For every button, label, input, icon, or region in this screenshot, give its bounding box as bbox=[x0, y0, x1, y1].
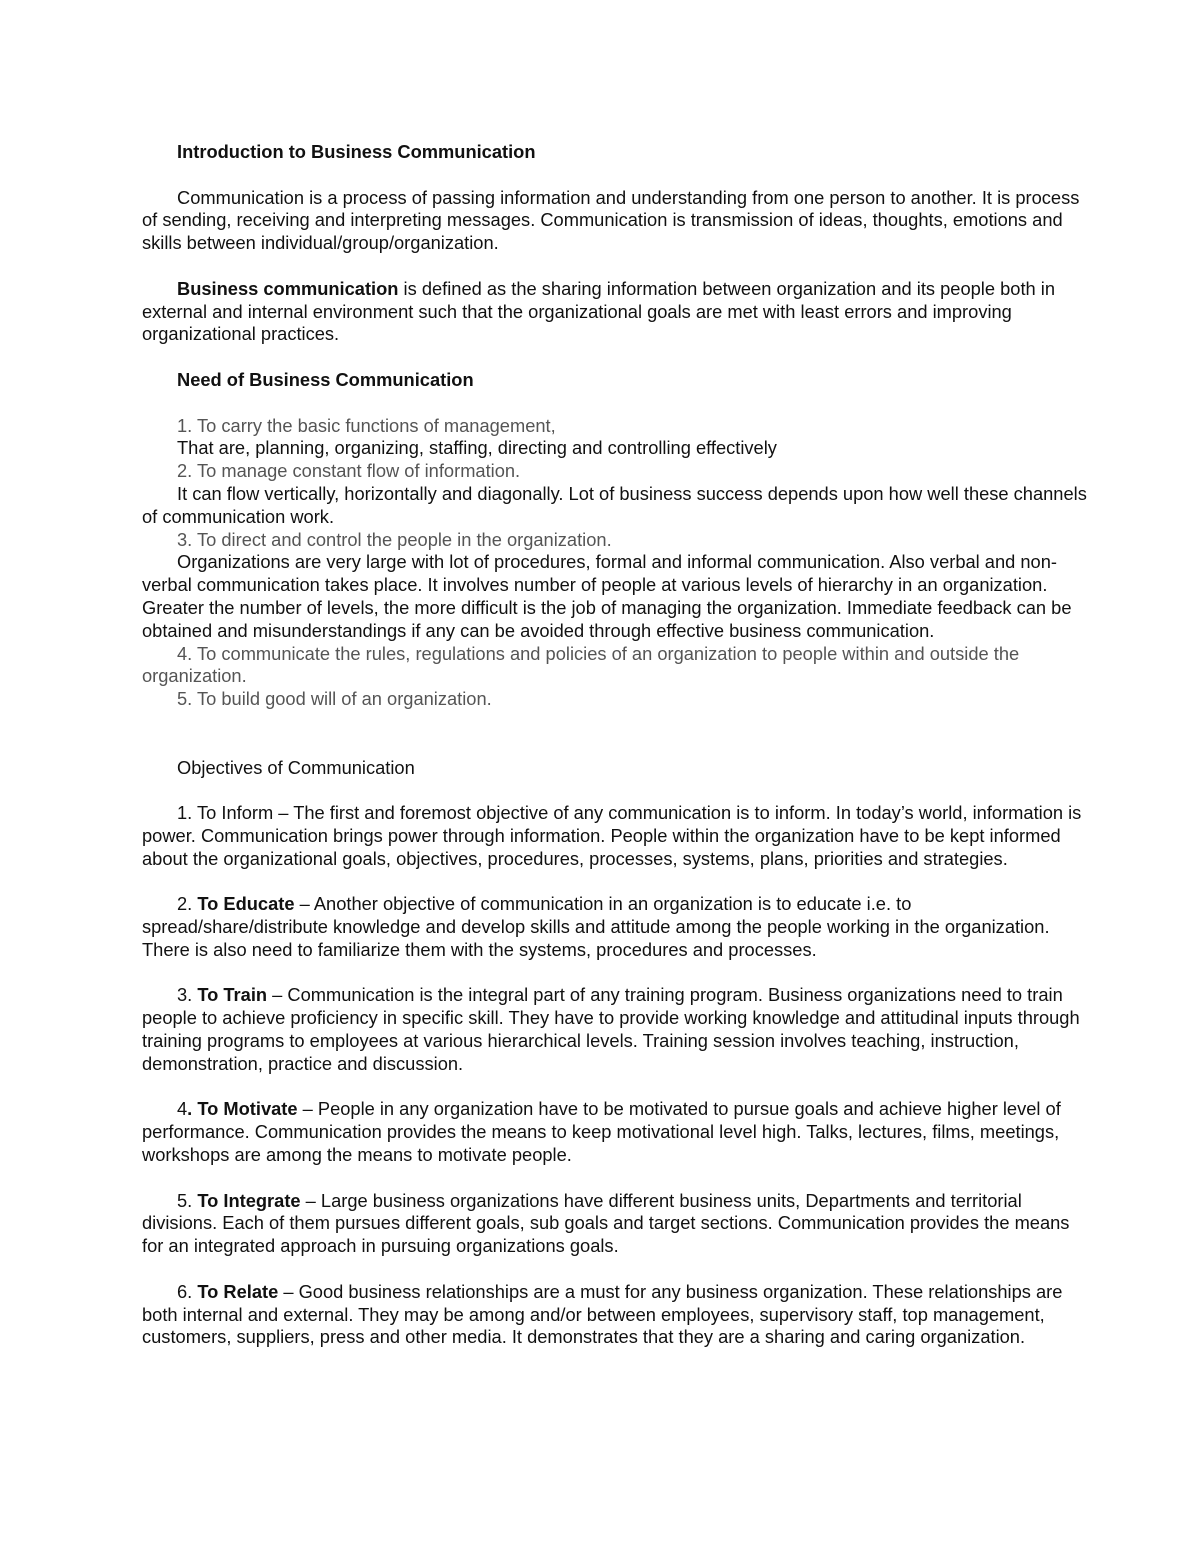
objective-label: To Inform bbox=[197, 802, 274, 824]
need-point-2: 2. To manage constant flow of information. bbox=[177, 460, 521, 482]
objective-item-1 bbox=[142, 802, 1087, 870]
objective-label: To Relate bbox=[197, 1280, 279, 1302]
objective-item-6 bbox=[142, 1281, 1087, 1349]
objective-number: 3. bbox=[177, 984, 198, 1006]
objective-text: – Good business relationships are a must for any business organization. These relationships are both internal and external. They may be among and/or between employees, supervisory staff, top management, customers, suppliers, press and other media. It demonstrates that they are a sharing and caring organization. bbox=[142, 1280, 1063, 1348]
objective-number: 6. bbox=[177, 1280, 198, 1302]
objective-label: . To Motivate bbox=[187, 1098, 298, 1120]
objective-item-2 bbox=[142, 893, 1087, 961]
need-point-1: 1. To carry the basic functions of management, bbox=[177, 414, 556, 436]
objective-item-5 bbox=[142, 1190, 1087, 1258]
objective-text: – Large business organizations have different business units, Departments and territorial divisions. Each of them pursues different goals, sub goals and target sections. Communication provides the means for an integrated approach in pursuing organizations goals. bbox=[142, 1189, 1070, 1257]
need-point-5: 5. To build good will of an organization. bbox=[177, 688, 492, 710]
need-detail-2: It can flow vertically, horizontally and diagonally. Lot of business success depends upon how well these channels of communication work. bbox=[142, 482, 1087, 527]
objective-text: – Communication is the integral part of any training program. Business organizations need to train people to achieve proficiency in specific skill. They have to provide working knowledge and attitudinal inputs through training programs to employees at various hierarchical levels. Training session involves teaching, instruction, demonstration, practice and discussion. bbox=[142, 984, 1080, 1074]
objective-text: – The first and foremost objective of any communication is to inform. In today’s world, information is power. Communication brings power through information. People within the organization have to be kept informed about the organizational goals, objectives, procedures, processes, systems, plans, priorities and strategies. bbox=[142, 802, 1082, 869]
objectives-heading: Objectives of Communication bbox=[177, 756, 415, 778]
objective-text: – People in any organization have to be motivated to pursue goals and achieve higher level of performance. Communication provides the means to keep motivational level high. Talks, lectures, films, meetings, workshops are among the means to motivate people. bbox=[142, 1098, 1061, 1166]
objective-label: To Educate bbox=[197, 893, 295, 915]
definition-paragraph bbox=[142, 278, 1087, 346]
objective-item-3 bbox=[142, 984, 1087, 1075]
objective-item-4 bbox=[142, 1098, 1087, 1166]
need-point-4: 4. To communicate the rules, regulations and policies of an organization to people within and outside the organization. bbox=[142, 642, 1020, 687]
definition-text: is defined as the sharing information between organization and its people both in external and internal environment such that the organizational goals are met with least errors and improving organizational practices. bbox=[142, 277, 1055, 345]
objective-number: 4 bbox=[177, 1098, 188, 1120]
need-point-3: 3. To direct and control the people in the organization. bbox=[177, 528, 612, 550]
intro-paragraph: Communication is a process of passing information and understanding from one person to another. It is process of sending, receiving and interpreting messages. Communication is transmission of ideas, thoughts, emotions and skills between individual/group/organization. bbox=[142, 186, 1080, 254]
objective-label: To Train bbox=[197, 984, 268, 1006]
need-detail-1: That are, planning, organizing, staffing, directing and controlling effectively bbox=[177, 437, 777, 459]
objective-label: To Integrate bbox=[197, 1189, 301, 1211]
objective-number: 5. bbox=[177, 1189, 198, 1211]
objective-text: – Another objective of communication in an organization is to educate i.e. to spread/share/distribute knowledge and develop skills and attitude among the people working in the organization. There is also need to familiarize them with the systems, procedures and processes. bbox=[142, 893, 1050, 960]
need-heading: Need of Business Communication bbox=[177, 368, 474, 390]
objective-number: 2. bbox=[177, 893, 198, 915]
document-title: Introduction to Business Communication bbox=[177, 141, 536, 162]
document-body bbox=[142, 141, 1087, 1349]
objective-number: 1. bbox=[177, 802, 197, 824]
need-detail-3: Organizations are very large with lot of procedures, formal and informal communication. Also verbal and non-verbal communication takes place. It involves number of people at various levels of hierarchy in an organization. Greater the number of levels, the more difficult is the job of managing the organization. Immediate feedback can be obtained and misunderstandings if any can be avoided through effective business communication. bbox=[142, 551, 1072, 641]
definition-term: Business communication bbox=[177, 277, 399, 299]
